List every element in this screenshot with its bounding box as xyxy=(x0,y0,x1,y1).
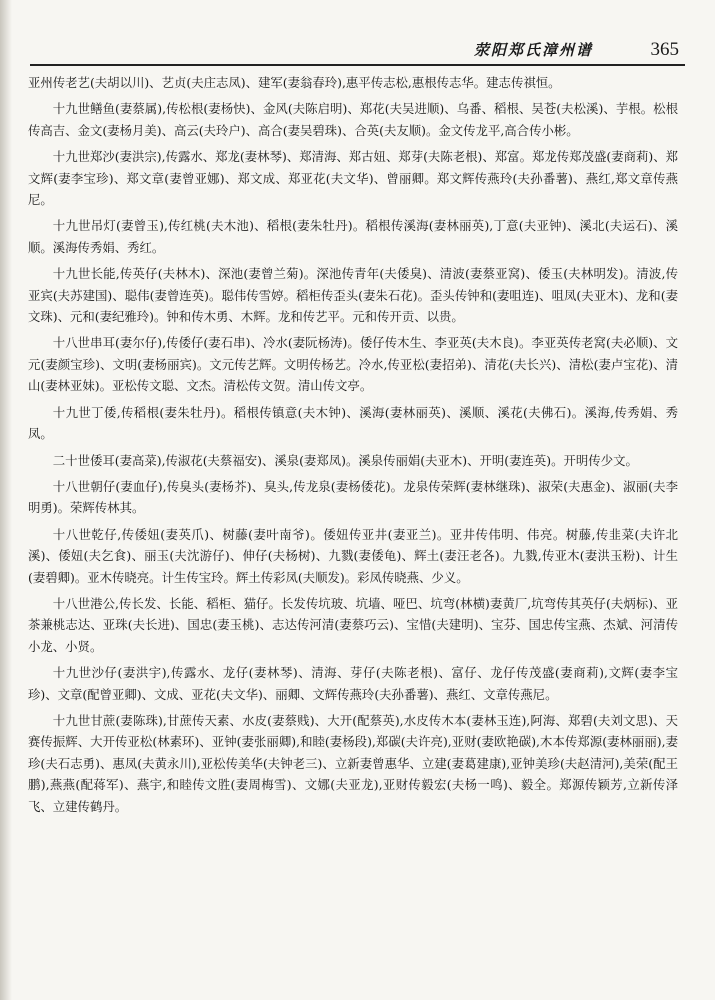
paragraph: 亚州传老艺(夫胡以川)、艺贞(夫庄志凤)、建军(妻翁春玲),惠平传志松,惠根传志华。建志传祺恒。 xyxy=(28,75,561,90)
paragraph: 十九世郑沙(妻洪宗),传露水、郑龙(妻林琴)、郑清海、郑古妞、郑芽(夫陈老根)、郑富。郑龙传郑茂盛(妻商莉)、郑文辉(妻李宝珍)、郑文章(妻曾亚娜)、郑文成、郑亚花(夫文华)、曾丽卿。郑文辉传燕玲(夫孙番薯)、燕红,郑文章传燕尼。 xyxy=(28,149,678,208)
paragraph: 十九世鳝鱼(妻蔡属),传松根(妻杨快)、金风(夫陈启明)、郑花(夫吴进顺)、乌番、稻根、吴苍(夫松溪)、芋根。松根传高吉、金文(妻杨月美)、高云(夫玲户)、高合(妻吴碧珠)、合英(夫友顺)。金文传龙平,高合传小彬。 xyxy=(28,101,678,138)
paragraph: 十九世吊灯(妻曾玉),传红桃(夫木池)、稻根(妻朱牡丹)。稻根传溪海(妻林丽英),丁意(夫亚钟)、溪北(夫运石)、溪顺。溪海传秀娟、秀红。 xyxy=(28,218,678,255)
paragraph: 十八世串耳(妻尔仔),传倭仔(妻石串)、冷水(妻阮杨涛)。倭仔传木生、李亚英(夫木良)。李亚英传老窝(夫必顺)、文元(妻颜宝珍)、文明(妻杨丽宾)。文元传艺辉。文明传杨艺。冷水,传亚松(妻招弟)、清花(夫长兴)、清松(妻卢宝花)、清山(妻林亚妹)。亚松传文聪、文杰。清松传文贺。清山传文亭。 xyxy=(28,335,678,394)
paragraph: 十九世长能,传英仔(夫林木)、深池(妻曾兰菊)。深池传青年(夫倭臭)、清波(妻蔡亚窝)、倭玉(夫林明发)。清波,传亚宾(夫苏建国)、聪伟(妻曾连英)。聪伟传雪婷。稻柜传歪头(妻朱石花)。歪头传钟和(妻咀连)、咀凤(夫亚木)、龙和(妻文珠)、元和(妻纪雅玲)。钟和传木勇、木辉。龙和传艺平。元和传开贡、以贵。 xyxy=(28,266,678,325)
paragraph: 十八世港公,传长发、长能、稻柜、猫仔。长发传坑玻、坑墙、哑巴、坑弯(林横)妻黄厂,坑弯传其英仔(夫炳标)、亚茶兼桃志达、亚珠(夫长进)、国忠(妻玉桃)、志达传河清(妻蔡巧云)、宝惜(夫建明)、宝芬、国忠传宝燕、杰斌、河清传小龙、小贤。 xyxy=(28,595,678,654)
paragraph: 十九世甘蔗(妻陈珠),甘蔗传天素、水皮(妻蔡贱)、大开(配蔡英),水皮传木本(妻林玉连),阿海、郑碧(夫刘文思)、天赛传振辉、大开传亚松(林素环)、亚钟(妻张丽卿),和睦(妻杨段),郑碳(夫许亮),亚财(妻欧艳碳),木本传郑源(妻林丽丽),妻珍(夫石志勇)、惠凤(夫黄永川),亚松传美华(夫钟老三)、立新妻曾惠华、立建(妻葛建康),亚钟美珍(夫赵清河),美荣(配王鹏),燕燕(配蒋军)、燕宇,和睦传文胜(妻周梅雪)、文娜(夫亚龙),亚财传毅宏(夫杨一鸣)、毅全。郑源传颖芳,立新传泽飞、立建传鹤丹。 xyxy=(28,712,678,814)
paragraph: 二十世倭耳(妻高菜),传淑花(夫蔡福安)、溪泉(妻郑凤)。溪泉传丽娟(夫亚木)、开明(妻连英)。开明传少文。 xyxy=(52,452,638,468)
page-header xyxy=(30,30,685,66)
page-number: 365 xyxy=(650,39,679,60)
paragraph: 十八世乾仔,传倭妞(妻英爪)、树藤(妻叶南爷)。倭妞传亚井(妻亚兰)。亚井传伟明、伟亮。树藤,传韭菜(夫许北溪)、倭妞(夫乞食)、丽玉(夫沈游仔)、伸仔(夫杨树)、九戮(妻倭龟)、辉土(妻汪老各)。九戮,传亚木(妻洪玉粉)、计生(妻碧卿)。亚木传晓亮。计生传宝玲。辉土传彩凤(夫顺发)。彩凤传晓燕、少义。 xyxy=(28,526,678,585)
paragraph: 十八世朝仔(妻血仔),传臭头(妻杨芥)、臭头,传龙泉(妻杨倭花)。龙泉传荣辉(妻林继珠)、淑荣(夫惠金)、淑丽(夫李明勇)。荣辉传林其。 xyxy=(28,478,678,516)
paragraph: 十九世沙仔(妻洪宇),传露水、龙仔(妻林琴)、清海、芽仔(夫陈老根)、富仔、龙仔传茂盛(妻商莉),文辉(妻李宝珍)、文章(配曾亚卿)、文成、亚花(夫文华)、丽卿、文辉传燕玲(夫孙番薯)、燕红、文章传燕尼。 xyxy=(28,665,678,702)
book-title: 荥阳郑氏漳州谱 xyxy=(473,41,593,59)
page-edge-shadow xyxy=(0,0,12,1000)
paragraph: 十九世丁倭,传稻根(妻朱牡丹)。稻根传镇意(夫木钟)、溪海(妻林丽英)、溪顺、溪花(夫佛石)。溪海,传秀娟、秀凤。 xyxy=(28,404,678,442)
genealogy-text xyxy=(28,72,678,822)
